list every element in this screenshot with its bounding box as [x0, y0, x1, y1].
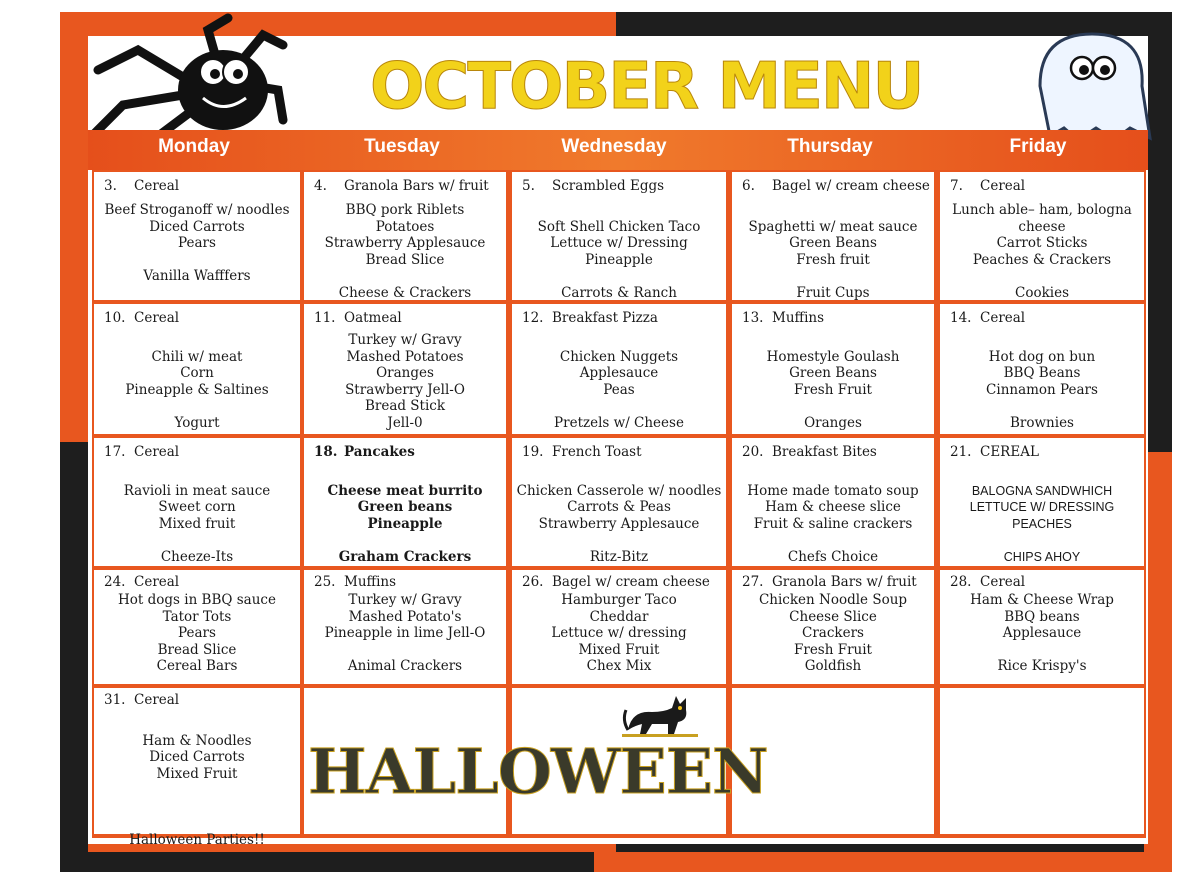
menu-item: Fresh Fruit — [794, 641, 872, 658]
menu-item: Bread Stick — [364, 398, 446, 414]
breakfast-item: Granola Bars w/ fruit — [344, 178, 489, 194]
menu-item: Spaghetti w/ meat sauce — [748, 218, 918, 235]
menu-item: Jell-0 — [387, 414, 423, 431]
menu-item: BBQ pork Riblets — [345, 202, 465, 218]
breakfast-item: Cereal — [134, 310, 180, 326]
breakfast-item: Pancakes — [344, 444, 415, 460]
menu-item: Carrots & Ranch — [561, 284, 677, 301]
menu-item: Cookies — [1015, 284, 1069, 301]
breakfast-item: CEREAL — [980, 444, 1039, 460]
menu-item: Rice Krispy's — [997, 658, 1087, 674]
menu-item: Hot dogs in BBQ sauce — [118, 592, 276, 608]
menu-item: Ritz-Bitz — [589, 548, 649, 565]
menu-item: Ham & cheese slice — [765, 499, 901, 515]
menu-item: Mashed Potatoes — [346, 348, 464, 365]
breakfast-item: Oatmeal — [344, 310, 402, 326]
day-cell-3 — [94, 172, 300, 300]
menu-item: Applesauce — [1002, 625, 1082, 641]
menu-item: Carrots & Peas — [567, 499, 671, 515]
date-number: 17. — [104, 444, 126, 460]
menu-item: Chicken Noodle Soup — [758, 592, 908, 608]
menu-item: Strawberry Applesauce — [538, 515, 700, 532]
breakfast-item: Cereal — [134, 692, 180, 708]
day-cell-18 — [304, 438, 506, 566]
menu-item: Pineapple — [585, 251, 653, 268]
menu-item: Diced Carrots — [149, 218, 245, 235]
menu-item: Green Beans — [789, 365, 877, 381]
date-number: 3. — [104, 178, 117, 194]
menu-item: Yogurt — [174, 414, 220, 431]
menu-item: Beef Stroganoff w/ noodles — [104, 202, 290, 218]
breakfast-item: Breakfast Pizza — [552, 310, 658, 326]
page-title: OCTOBER MENU — [370, 50, 923, 124]
menu-item: Chefs Choice — [787, 548, 879, 565]
cell-header — [314, 178, 489, 194]
day-cell-20 — [732, 438, 934, 566]
cell-header — [314, 310, 402, 326]
menu-item: Lettuce w/ dressing — [551, 625, 687, 641]
black-cat-icon — [622, 690, 698, 740]
cell-header — [950, 310, 1025, 326]
day-cell-6 — [732, 172, 934, 300]
date-number: 28. — [950, 574, 972, 590]
date-number: 26. — [522, 574, 544, 590]
menu-item: Applesauce — [579, 365, 659, 381]
menu-item: Pretzels w/ Cheese — [554, 414, 684, 431]
date-number: 7. — [950, 178, 963, 194]
weekday-header — [88, 130, 1148, 170]
menu-item: Oranges — [804, 414, 862, 431]
date-number: 11. — [314, 310, 336, 326]
day-thursday: Thursday — [787, 136, 873, 157]
breakfast-item: Bagel w/ cream cheese — [772, 178, 930, 194]
date-number: 20. — [742, 444, 764, 460]
menu-item: CHIPS AHOY — [1003, 549, 1081, 564]
cell-header — [950, 178, 1025, 194]
day-cell-12 — [512, 304, 726, 434]
breakfast-item: Cereal — [980, 574, 1026, 590]
menu-item: PEACHES — [1012, 516, 1072, 531]
menu-item: Pineapple in lime Jell-O — [324, 625, 486, 641]
menu-item: Turkey w/ Gravy — [348, 332, 462, 348]
cell-header — [314, 574, 396, 590]
date-number: 13. — [742, 310, 764, 326]
day-wednesday: Wednesday — [561, 136, 667, 157]
day-cell-19 — [512, 438, 726, 566]
page-title-box — [370, 52, 950, 122]
frame-right-band — [1144, 452, 1172, 872]
day-cell-4 — [304, 172, 506, 300]
date-number: 5. — [522, 178, 535, 194]
day-cell-28 — [940, 570, 1144, 684]
date-number: 25. — [314, 574, 336, 590]
menu-item: Chicken Casserole w/ noodles — [516, 482, 722, 499]
date-number: 19. — [522, 444, 544, 460]
menu-item: Green beans — [357, 499, 453, 515]
menu-item: Potatoes — [375, 218, 435, 235]
breakfast-item: Cereal — [980, 178, 1026, 194]
cell-header — [104, 574, 179, 590]
day-cell-7 — [940, 172, 1144, 300]
date-number: 6. — [742, 178, 755, 194]
menu-item: Cheese Slice — [789, 608, 877, 625]
menu-item: Oranges — [376, 365, 434, 381]
date-number: 14. — [950, 310, 972, 326]
date-number: 18. — [314, 444, 338, 460]
halloween-banner: HALLOWEEN — [308, 735, 768, 808]
cell-header — [104, 178, 179, 194]
menu-item: Fruit & saline crackers — [753, 515, 913, 532]
menu-item: Pears — [178, 625, 216, 641]
breakfast-item: Cereal — [134, 574, 180, 590]
frame-bottom-band — [60, 852, 1172, 872]
day-monday: Monday — [158, 136, 230, 157]
menu-item: Tator Tots — [162, 608, 232, 625]
menu-item: Fruit Cups — [796, 284, 870, 301]
breakfast-item: Bagel w/ cream cheese — [552, 574, 710, 590]
day-cell-21 — [940, 438, 1144, 566]
day-cell-14 — [940, 304, 1144, 434]
menu-item: Turkey w/ Gravy — [348, 592, 462, 608]
day-cell-10 — [94, 304, 300, 434]
menu-item: BALOGNA SANDWHICH — [971, 483, 1113, 498]
menu-item: Fresh Fruit — [794, 381, 872, 398]
menu-item: Vanilla Wafffers — [143, 268, 251, 284]
menu-item: Lunch able– ham, bologna — [952, 202, 1132, 218]
breakfast-item: Granola Bars w/ fruit — [772, 574, 917, 590]
day-cell-5 — [512, 172, 726, 300]
menu-item: Cereal Bars — [156, 658, 238, 674]
menu-item: Chili w/ meat — [151, 348, 243, 365]
menu-item: Pineapple & Saltines — [125, 381, 269, 398]
menu-item: Green Beans — [789, 235, 877, 251]
menu-item: BBQ Beans — [1003, 365, 1081, 381]
breakfast-item: Breakfast Bites — [772, 444, 877, 460]
date-number: 31. — [104, 692, 126, 708]
menu-item: Crackers — [802, 625, 864, 641]
menu-item: Peaches & Crackers — [972, 251, 1112, 268]
cell-header — [742, 310, 824, 326]
menu-item: Carrot Sticks — [996, 235, 1088, 251]
cell-header — [104, 692, 179, 708]
breakfast-item: Scrambled Eggs — [552, 178, 665, 194]
menu-item: Diced Carrots — [149, 749, 245, 765]
date-number: 24. — [104, 574, 126, 590]
menu-item: Mixed Fruit — [578, 641, 660, 658]
day-cell-13 — [732, 304, 934, 434]
day-cell-31 — [94, 688, 300, 848]
day-cell-24 — [94, 570, 300, 684]
menu-item: Homestyle Goulash — [766, 348, 900, 365]
date-number: 27. — [742, 574, 764, 590]
day-cell-11 — [304, 304, 506, 434]
menu-item: cheese — [1018, 218, 1066, 235]
day-cell-27 — [732, 570, 934, 684]
cell-header — [522, 444, 642, 460]
breakfast-item: French Toast — [552, 444, 642, 460]
menu-item: Strawberry Jell-O — [345, 381, 465, 398]
menu-item: Chex Mix — [586, 658, 652, 674]
day-tuesday: Tuesday — [364, 136, 440, 157]
menu-item: Halloween Parties!! — [129, 831, 265, 848]
menu-item: Pineapple — [367, 515, 443, 532]
menu-item: Animal Crackers — [347, 658, 463, 674]
day-cell-26 — [512, 570, 726, 684]
menu-item: Cheese meat burrito — [327, 482, 483, 499]
cell-header — [950, 444, 1039, 460]
menu-item: Strawberry Applesauce — [324, 235, 486, 251]
cell-header — [742, 178, 930, 194]
cell-header — [104, 444, 179, 460]
menu-item: Mixed fruit — [158, 515, 236, 532]
menu-item: Hot dog on bun — [988, 348, 1096, 365]
menu-item: Home made tomato soup — [747, 482, 919, 499]
menu-item: Ham & Cheese Wrap — [970, 592, 1114, 608]
cell-header — [522, 178, 664, 194]
ghost-icon — [1030, 26, 1155, 144]
menu-item: Ham & Noodles — [142, 732, 252, 749]
menu-item: Cinnamon Pears — [986, 381, 1098, 398]
menu-item: Cheese & Crackers — [338, 284, 472, 301]
breakfast-item: Cereal — [980, 310, 1026, 326]
menu-item: Mixed Fruit — [156, 765, 238, 782]
menu-item: Goldfish — [804, 658, 862, 674]
cell-header — [742, 444, 877, 460]
breakfast-item: Cereal — [134, 178, 180, 194]
menu-item: Peas — [603, 381, 635, 398]
menu-item: Ravioli in meat sauce — [123, 482, 271, 499]
menu-item: BBQ beans — [1004, 608, 1080, 625]
menu-item: Pears — [178, 235, 216, 251]
frame-left-band — [60, 442, 88, 872]
cell-header — [950, 574, 1025, 590]
menu-item: Bread Slice — [157, 641, 237, 658]
day-cell-25 — [304, 570, 506, 684]
empty-day-cell — [940, 688, 1144, 834]
cell-header — [522, 310, 658, 326]
cell-header — [314, 444, 415, 460]
menu-item: Cheeze-Its — [160, 548, 234, 565]
menu-item: Sweet corn — [158, 499, 236, 515]
date-number: 4. — [314, 178, 327, 194]
date-number: 10. — [104, 310, 126, 326]
date-number: 21. — [950, 444, 972, 460]
breakfast-item: Cereal — [134, 444, 180, 460]
date-number: 12. — [522, 310, 544, 326]
breakfast-item: Muffins — [772, 310, 825, 326]
menu-item: Mashed Potato's — [348, 608, 462, 625]
day-friday: Friday — [1009, 136, 1067, 157]
menu-item: Graham Crackers — [338, 548, 472, 565]
cell-header — [104, 310, 179, 326]
cell-header — [742, 574, 917, 590]
menu-item: LETTUCE W/ DRESSING — [969, 500, 1115, 514]
breakfast-item: Muffins — [344, 574, 397, 590]
menu-item: Bread Slice — [365, 251, 445, 268]
menu-item: Brownies — [1010, 414, 1074, 431]
menu-item: Cheddar — [589, 608, 649, 625]
menu-item: Corn — [180, 365, 214, 381]
day-cell-17 — [94, 438, 300, 566]
menu-item: Hamburger Taco — [561, 592, 677, 608]
menu-item: Soft Shell Chicken Taco — [537, 218, 701, 235]
menu-item: Lettuce w/ Dressing — [550, 235, 688, 251]
cell-header — [522, 574, 710, 590]
menu-item: Fresh fruit — [796, 251, 870, 268]
menu-item: Chicken Nuggets — [559, 348, 679, 365]
